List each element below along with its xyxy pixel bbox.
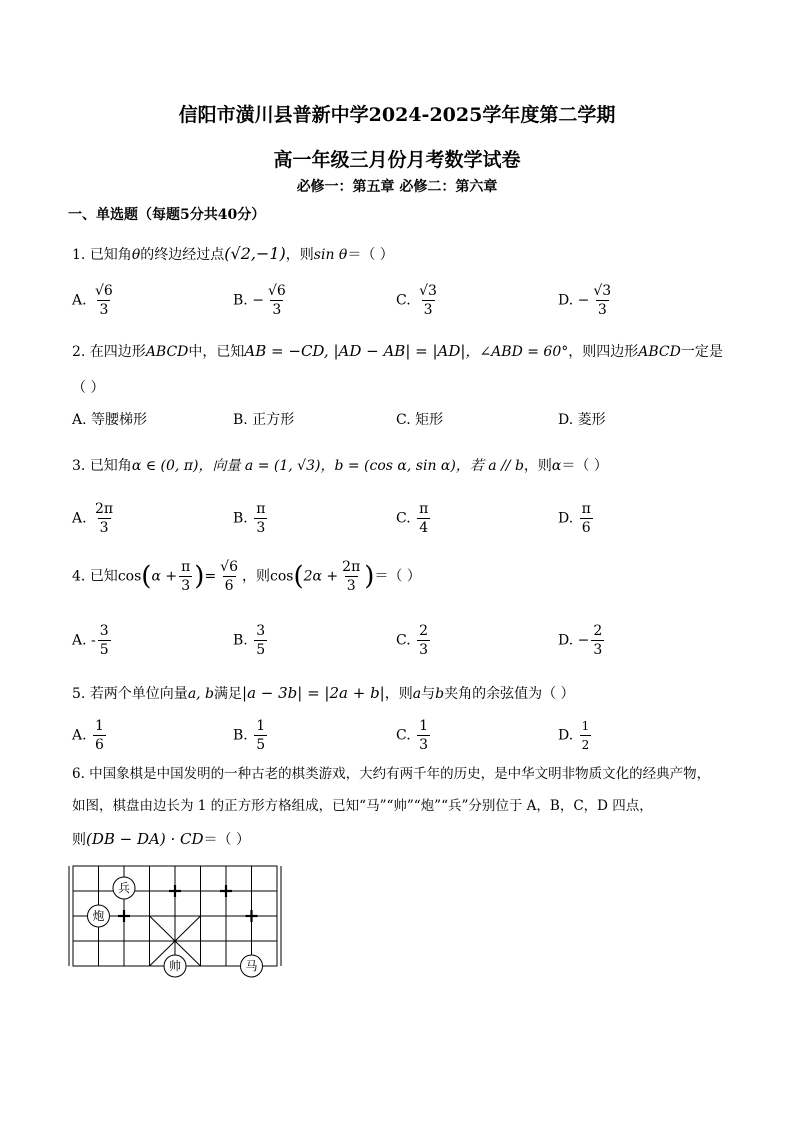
q1-c-den: 3 [423,302,433,318]
q3-range: α ∈ (0, π) [131,458,199,474]
piece-bing-label: 兵 [117,881,131,895]
q4-number: 4. [72,568,86,585]
q2-text-pre: 在四边形 [89,344,146,360]
q1-choice-a-fraction [93,282,115,319]
q5-a-num: 1 [95,718,104,734]
q5-text-pre: 若两个单位向量 [89,686,188,702]
q5-choice-c-fraction [417,717,430,754]
q5-choice-b-fraction [254,717,267,754]
q3-c-num: π [419,501,429,517]
q2-text-post: ，则四边形 [568,344,639,360]
q5-d-num: 1 [581,719,590,733]
q1-d-num: √3 [593,283,612,299]
q2-text-mid: 中，已知 [188,344,245,360]
q4-choice-d[interactable] [558,622,606,659]
q3-choice-d-fraction [580,500,593,537]
q5-and: 与 [421,686,436,702]
q2-choice-a[interactable]: A. 等腰梯形 [72,412,148,428]
piece-pao-label: 炮 [92,909,105,923]
q5-a-den: 6 [95,737,104,753]
piece-ma [241,955,263,977]
q4-eq: = [204,568,217,585]
q6-expression: (DB − DA) · CD [86,830,204,848]
q3-choice-d-label: D. [558,510,574,527]
q5-b-num: 1 [256,718,266,734]
q5-choice-d-fraction [580,717,592,754]
chess-board-figure [60,858,300,984]
q5-vector-a: a [412,686,422,702]
q4-choice-d-fraction [591,622,604,659]
q3-choice-a-label: A. [72,510,87,527]
q4-end: ＝（ ） [374,568,421,585]
question-2-stem [72,341,723,361]
q3-d-den: 6 [581,520,591,536]
q4-c-den: 3 [419,642,429,658]
q5-choice-d-label: D. [558,727,574,744]
q1-choice-d[interactable] [558,282,615,319]
q4-choice-b[interactable] [233,622,269,659]
piece-shuai [164,955,186,977]
q1-choice-c-fraction [417,282,439,319]
q3-b-num: π [256,501,266,517]
q6-line-3 [72,829,250,849]
q1-text-pre: 已知角 [89,247,132,263]
q3-a-den: 3 [99,520,109,536]
q2-choice-b[interactable]: B. 正方形 [233,412,295,428]
q1-d-sign: − [577,292,590,309]
q2-paren: （ ） [72,380,105,396]
q4-d-sign: − [577,632,590,649]
section-heading: 一、单选题（每题5分共40分） [68,207,266,223]
q5-b-den: 5 [256,737,266,753]
q1-c-num: √3 [419,283,437,299]
q1-choice-a[interactable] [72,282,117,319]
q6-text-pre: 则 [72,832,86,848]
q4-paren-close-1: ) [194,561,205,592]
q3-vector-b: ，b = (cos α, sin α) [320,458,456,474]
q3-b-den: 3 [256,520,266,536]
q1-b-num: √6 [267,283,286,299]
q2-quad: ABCD [145,344,189,360]
q3-alpha: α [551,458,562,474]
q4-c-num: 2 [419,623,429,639]
q4-pi23-num: 2π [342,559,361,575]
question-5-stem [72,683,575,703]
q1-choice-c-label: C. [396,292,411,309]
q4-b-num: 3 [256,623,266,639]
q5-end: 夹角的余弦值为（ ） [444,686,575,702]
piece-bing [113,877,135,899]
q1-choice-a-label: A. [72,292,87,309]
q2-number: 2. [72,344,86,360]
q5-number: 5. [72,686,86,702]
exam-title-line1: 信阳市潢川县普新中学2024-2025学年度第二学期 [178,104,616,126]
q1-end: ＝（ ） [347,247,394,263]
piece-pao [88,905,110,927]
q4-choice-b-label: B. [233,632,248,649]
q1-choice-b-label: B. [233,292,248,309]
q1-a-den: 3 [99,302,109,318]
q1-b-den: 3 [272,302,282,318]
q2-quad-2: ABCD [638,344,681,360]
q3-choice-c-fraction [417,500,430,537]
exam-subtitle: 必修一：第五章 必修二：第六章 [296,179,498,195]
q3-choice-b-label: B. [233,510,248,527]
q1-choice-b-fraction [266,282,288,319]
q4-choice-a-label: A. [72,632,87,649]
q3-end: ＝（ ） [561,458,608,474]
q3-choice-c-label: C. [396,510,411,527]
q2-choice-c[interactable]: C. 矩形 [396,412,444,428]
q3-c-den: 4 [419,520,429,536]
piece-ma-label: 马 [245,959,258,973]
q1-point: (√2,−1) [224,244,286,263]
q4-choice-d-label: D. [558,632,574,649]
q5-d-den: 2 [580,735,592,754]
q5-text-mid: 满足 [214,686,243,702]
q4-paren-open-2: ( [293,561,304,592]
q4-choice-b-fraction [254,622,267,659]
q4-pi3-den: 3 [181,578,191,594]
q3-a-num: 2π [95,501,114,517]
q5-c-num: 1 [419,718,429,734]
question-3-stem [72,455,608,475]
q5-choice-b[interactable] [233,717,269,754]
q3-choice-a-fraction [93,500,115,537]
q4-then: ，则 [242,568,270,585]
q4-arg1: α + [151,568,178,585]
q1-b-sign: − [252,292,264,309]
q5-vector-b: b [435,686,445,702]
q4-pi23-fraction [340,558,362,595]
q3-then: ，则 [523,458,552,474]
q4-a-num: 3 [99,623,109,639]
q5-choice-a-fraction [93,717,106,754]
q3-choice-a[interactable] [72,500,117,537]
q1-choice-d-fraction [591,282,613,319]
q1-sin: sin θ [313,247,348,263]
q5-vectors: a, b [187,686,215,702]
q4-paren-close-2: ) [364,561,375,592]
q5-choice-a-label: A. [72,727,87,744]
q4-choice-a-fraction [98,622,111,659]
q3-number: 3. [72,458,86,474]
q5-choice-c[interactable] [396,717,432,754]
q1-theta: θ [131,247,141,263]
q4-value-fraction [218,558,240,595]
q4-val-num: √6 [220,559,238,575]
q3-choice-b-fraction [254,500,267,537]
q1-choice-c[interactable] [396,282,441,319]
q4-choice-c-label: C. [396,632,411,649]
q6-line-2: 如图，棋盘由边长为 1 的正方形方格组成，已知“马”“帅”“炮”“兵”分别位于 A，B，C，D 四点， [72,798,653,814]
q4-pi3-fraction [179,558,192,595]
exam-title-line2: 高一年级三月份月考数学试卷 [273,149,521,171]
q4-arg2: 2α + [303,568,339,585]
piece-shuai-label: 帅 [168,959,182,973]
q6-end: ＝（ ） [203,832,250,848]
q4-paren-open-1: ( [141,561,152,592]
q2-condition: AB = −CD, |AD − AB| = |AD| [244,342,466,360]
q3-choice-d[interactable] [558,500,595,537]
q5-choice-b-label: B. [233,727,248,744]
question-4-stem [72,558,421,595]
q5-then: ，则 [384,686,413,702]
q3-d-num: π [581,501,591,517]
q4-choice-a[interactable] [72,622,113,659]
q2-choice-d[interactable]: D. 菱形 [558,412,606,428]
q5-choice-c-label: C. [396,727,411,744]
q4-choice-c[interactable] [396,622,432,659]
q3-choice-c[interactable] [396,500,432,537]
q1-a-num: √6 [95,283,113,299]
q5-c-den: 3 [419,737,429,753]
q5-choice-d[interactable] [558,717,593,754]
q1-text-mid: 的终边经过点 [140,247,225,263]
q1-then: ，则 [285,247,314,263]
q4-a-den: 5 [99,642,109,658]
q5-condition: |a − 3b| = |2a + b| [242,684,385,702]
q2-text-end: 一定是 [680,344,723,360]
q4-choice-c-fraction [417,622,430,659]
q6-line-1: 6. 中国象棋是中国发明的一种古老的棋类游戏，大约有两千年的历史，是中华文明非物质文化的经典产物， [72,766,711,782]
q4-d-num: 2 [593,623,603,639]
q4-d-den: 3 [593,642,603,658]
q4-pi23-den: 3 [346,578,356,594]
q3-vector-a: ，向量 a = (1, √3) [198,458,321,474]
q4-val-den: 6 [224,578,234,594]
q4-pi3-num: π [181,559,191,575]
q4-cos1: cos [117,568,142,585]
question-1-stem [72,244,394,264]
q5-choice-a[interactable] [72,717,108,754]
q2-angle: ，∠ABD = 60° [465,344,569,360]
q1-d-den: 3 [597,302,607,318]
q3-condition: ，若 a // b [455,458,524,474]
q4-cos2: cos [270,568,294,585]
q1-choice-d-label: D. [558,292,574,309]
q1-number: 1. [72,247,86,263]
q4-text-pre: 已知 [89,568,118,585]
q1-choice-b[interactable] [233,282,290,319]
q3-choice-b[interactable] [233,500,269,537]
q3-text-pre: 已知角 [89,458,132,474]
q4-a-sign: - [91,632,96,649]
q4-b-den: 5 [256,642,266,658]
